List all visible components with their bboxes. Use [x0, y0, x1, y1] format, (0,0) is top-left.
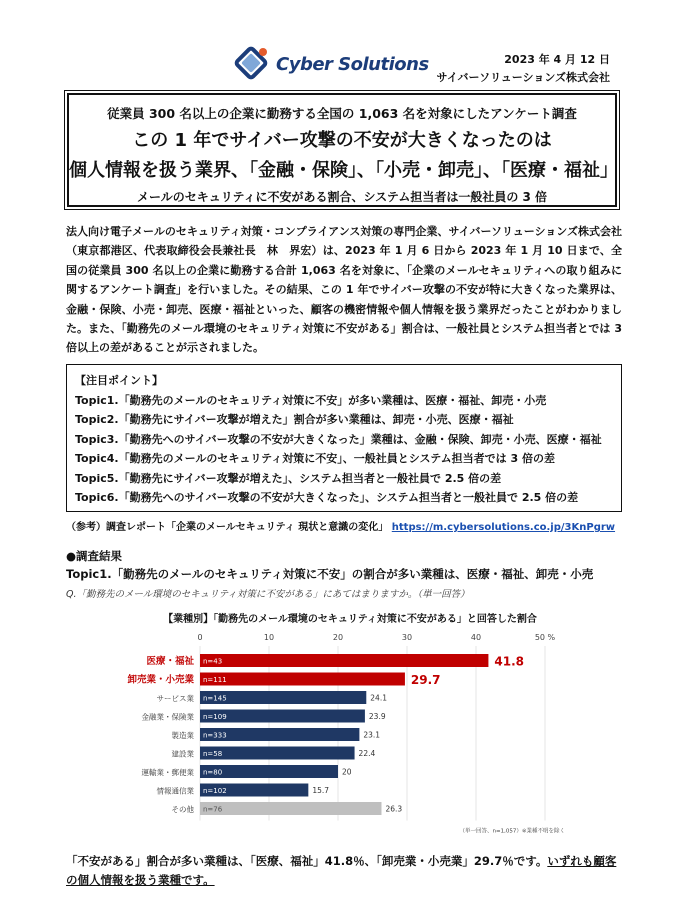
- topic1-heading: Topic1.「勤務先のメールのセキュリティ対策に不安」の割合が多い業種は、医療・福祉、卸売・小売: [66, 567, 594, 581]
- value-label: 23.1: [363, 730, 381, 740]
- category-label: 製造業: [171, 731, 194, 740]
- headline-main-line2: 個人情報を扱う業界、「金融・保険」、「小売・卸売」、「医療・福祉」: [69, 160, 618, 181]
- x-tick-label: 20: [332, 633, 344, 642]
- reference-link[interactable]: https://m.cybersolutions.co.jp/3KnPgrw: [391, 522, 616, 533]
- category-label: 金融業・保険業: [141, 712, 194, 722]
- value-label: 41.8: [494, 654, 525, 669]
- n-label: n=43: [203, 657, 223, 666]
- conclusion-part1: 「不安がある」割合が多い業種は、「医療、福祉」41.8％、「卸売業・小売業」29.7％です。: [66, 854, 548, 868]
- chart-footnote: （単一回答、n=1,057）※業種不明を除く: [459, 828, 565, 835]
- category-label: 運輸業・郵便業: [141, 768, 194, 777]
- n-label: n=333: [203, 731, 227, 740]
- n-label: n=102: [203, 787, 227, 795]
- key-point-item: Topic2.「勤務先にサイバー攻撃が増えた」割合が多い業種は、卸売・小売、医療・福祉: [75, 413, 514, 426]
- n-label: n=145: [203, 694, 227, 703]
- intro-paragraph: 法人向け電子メールのセキュリティ対策・コンプライアンス対策の専門企業、サイバーソリューションズ株式会社（東京都港区、代表取締役会長兼社長 林 界宏）は、2023 年 1 月 6 日から 2023 年 1 月 10 日まで、全国の従業員 300 名以上の企業に勤務する合計 1,063 名を対象に、「企業のメールセキュリティへの取り組みに関するアンケート調査」を行いました。その結果、この 1 年でサイバー攻撃の不安が特に大きくなった業界は、金融・保険、小売・卸売、医療・福祉といった、顧客の機密情報や個人情報を扱う業界だったことがわかりました。また、「勤務先のメール環境のセキュリティ対策に不安がある」割合は、一般社員とシステム担当者とでは 3 倍以上の差があることが示されました。: [66, 225, 622, 355]
- bar: [200, 654, 488, 667]
- key-points-heading: 【注目ポイント】: [75, 374, 163, 387]
- value-label: 20: [342, 767, 352, 777]
- headline-main-line1: この 1 年でサイバー攻撃の不安が大きくなったのは: [132, 130, 552, 151]
- conclusion-text: [66, 852, 622, 890]
- company-name: サイバーソリューションズ株式会社: [436, 71, 610, 84]
- x-tick-label: 0: [197, 633, 203, 642]
- category-label: 医療・福祉: [146, 656, 194, 667]
- company-logo: [232, 44, 429, 84]
- x-tick-label: 40: [470, 633, 482, 642]
- n-label: n=111: [203, 676, 227, 684]
- headline-box: [67, 93, 617, 207]
- key-point-item: Topic5.「勤務先にサイバー攻撃が増えた」、システム担当者と一般社員で 2.5 倍の差: [75, 471, 502, 485]
- value-label: 23.9: [368, 712, 386, 721]
- value-label: 15.7: [312, 786, 330, 795]
- survey-question: Q.「勤務先のメール環境のセキュリティ対策に不安がある」にあてはまりますか。（単一回答）: [66, 589, 470, 600]
- key-point-item: Topic6.「勤務先へのサイバー攻撃の不安が大きくなった」、システム担当者と一般社員で 2.5 倍の差: [75, 491, 579, 504]
- category-label: 情報通信業: [156, 786, 194, 796]
- key-point-item: Topic3.「勤務先へのサイバー攻撃の不安が大きくなった」業種は、金融・保険、卸売・小売、医療・福祉: [75, 432, 602, 446]
- chart-title: 【業種別】「勤務先のメール環境のセキュリティ対策に不安がある」と回答した割合: [163, 614, 537, 625]
- bar: [200, 673, 405, 686]
- n-label: n=58: [203, 750, 223, 758]
- value-label: 26.3: [385, 804, 403, 814]
- value-label: 22.4: [358, 749, 376, 758]
- category-label: 卸売業・小売業: [127, 674, 194, 686]
- release-date: 2023 年 4 月 12 日: [504, 53, 610, 66]
- x-tick-label: 50 %: [534, 633, 556, 642]
- x-tick-label: 10: [263, 633, 275, 642]
- chart-svg: [120, 610, 580, 850]
- n-label: n=80: [203, 768, 223, 777]
- results-heading: ●調査結果: [66, 549, 123, 563]
- category-label: 建設業: [171, 749, 194, 759]
- category-label: サービス業: [156, 694, 194, 703]
- key-point-item: Topic1.「勤務先のメールのセキュリティ対策に不安」が多い業種は、医療・福祉、卸売・小売: [75, 393, 547, 407]
- reference-label: （参考）調査レポート「企業のメールセキュリティ 現状と意識の変化」: [66, 522, 389, 533]
- conclusion-part2: いずれも顧客の個人情報を扱う業種です。: [66, 854, 617, 887]
- headline-subtitle: 従業員 300 名以上の企業に勤務する全国の 1,063 名を対象にしたアンケート調査: [107, 106, 577, 121]
- headline-subtitle-2: メールのセキュリティに不安がある割合、システム担当者は一般社員の 3 倍: [136, 190, 548, 204]
- cyber-solutions-logo-icon: [232, 44, 272, 84]
- value-label: 24.1: [370, 693, 387, 703]
- value-label: 29.7: [410, 673, 441, 687]
- n-label: n=109: [203, 713, 227, 721]
- bar: [200, 747, 355, 760]
- x-tick-label: 30: [401, 633, 413, 642]
- logo-text: Cyber Solutions: [276, 53, 429, 75]
- bar: [200, 802, 381, 815]
- key-point-item: Topic4.「勤務先のメールのセキュリティ対策に不安」、一般社員とシステム担当者では 3 倍の差: [75, 452, 555, 465]
- reference-line: [66, 518, 615, 533]
- industry-bar-chart: [120, 610, 580, 850]
- key-points-box: [66, 364, 622, 512]
- category-label: その他: [171, 805, 194, 814]
- n-label: n=76: [203, 805, 223, 814]
